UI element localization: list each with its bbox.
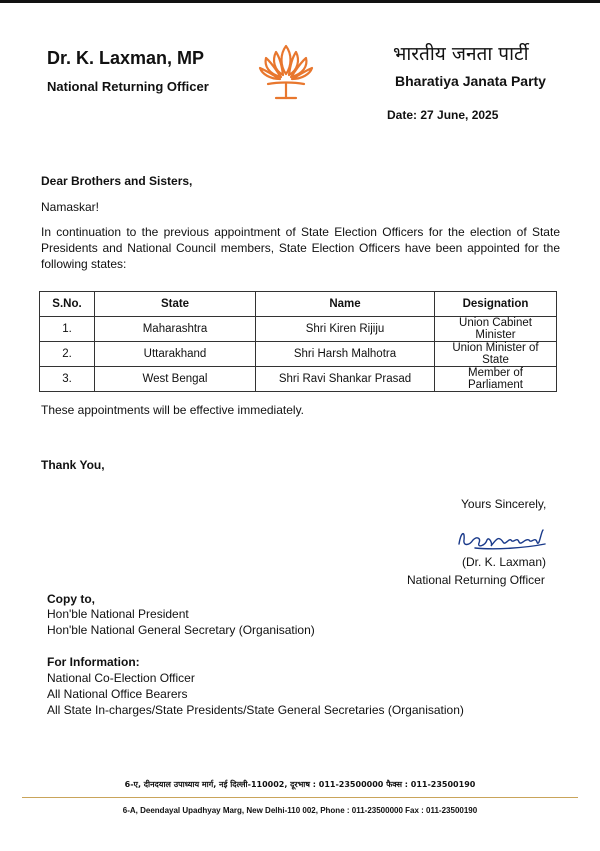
appointments-table — [39, 291, 557, 392]
table-cell: Member of Parliament — [435, 367, 557, 392]
table-cell: 2. — [40, 342, 95, 367]
bjp-lotus-logo-icon — [254, 40, 318, 104]
party-name-hindi: भारतीय जनता पार्टी — [393, 43, 529, 65]
table-cell: Shri Ravi Shankar Prasad — [256, 367, 435, 392]
footer-divider — [22, 797, 578, 798]
table-cell: Union Minister of State — [435, 342, 557, 367]
table-header-row — [40, 292, 557, 317]
thanks: Thank You, — [41, 458, 105, 472]
column-header: S.No. — [40, 292, 95, 317]
letter-date: Date: 27 June, 2025 — [387, 108, 499, 122]
greeting: Namaskar! — [41, 200, 100, 214]
closing-yours: Yours Sincerely, — [461, 497, 547, 511]
effective-note: These appointments will be effective immediately. — [41, 403, 305, 417]
table-cell: West Bengal — [95, 367, 256, 392]
table-cell: 1. — [40, 317, 95, 342]
salutation: Dear Brothers and Sisters, — [41, 174, 193, 188]
table-row — [40, 317, 557, 342]
copy-item: Hon'ble National General Secretary (Organisation) — [47, 623, 315, 637]
footer-address-hindi: 6-ए, दीनदयाल उपाध्याय मार्ग, नई दिल्ली-110002, दूरभाष : 011-23500000 फैक्स : 011-23500190 — [124, 780, 476, 789]
table-row — [40, 342, 557, 367]
table-cell: Shri Kiren Rijiju — [256, 317, 435, 342]
handwritten-signature — [455, 524, 549, 552]
column-header: Designation — [435, 292, 557, 317]
top-border — [0, 0, 600, 3]
body-paragraph: In continuation to the previous appointment of State Election Officers for the election of State Presidents and National Council members, State Election Officers have been appointed for the following states: — [41, 225, 560, 271]
party-name-english: Bharatiya Janata Party — [395, 73, 546, 89]
footer-address-english: 6-A, Deendayal Upadhyay Marg, New Delhi-110 002, Phone : 011-23500000 Fax : 011-23500190 — [122, 806, 478, 815]
info-item: All National Office Bearers — [47, 687, 188, 701]
copy-heading: Copy to, — [47, 592, 95, 606]
table-cell: Shri Harsh Malhotra — [256, 342, 435, 367]
signatory-name: (Dr. K. Laxman) — [462, 555, 547, 569]
column-header: Name — [256, 292, 435, 317]
table-row — [40, 367, 557, 392]
info-heading: For Information: — [47, 655, 140, 669]
signatory-role: National Returning Officer — [407, 573, 545, 587]
table-cell: Maharashtra — [95, 317, 256, 342]
copy-item: Hon'ble National President — [47, 607, 189, 621]
column-header: State — [95, 292, 256, 317]
info-item: National Co-Election Officer — [47, 671, 195, 685]
sender-role: National Returning Officer — [47, 79, 209, 94]
table-cell: Union Cabinet Minister — [435, 317, 557, 342]
sender-name: Dr. K. Laxman, MP — [47, 48, 205, 68]
table-cell: 3. — [40, 367, 95, 392]
info-item: All State In-charges/State Presidents/State General Secretaries (Organisation) — [47, 703, 464, 717]
table-cell: Uttarakhand — [95, 342, 256, 367]
